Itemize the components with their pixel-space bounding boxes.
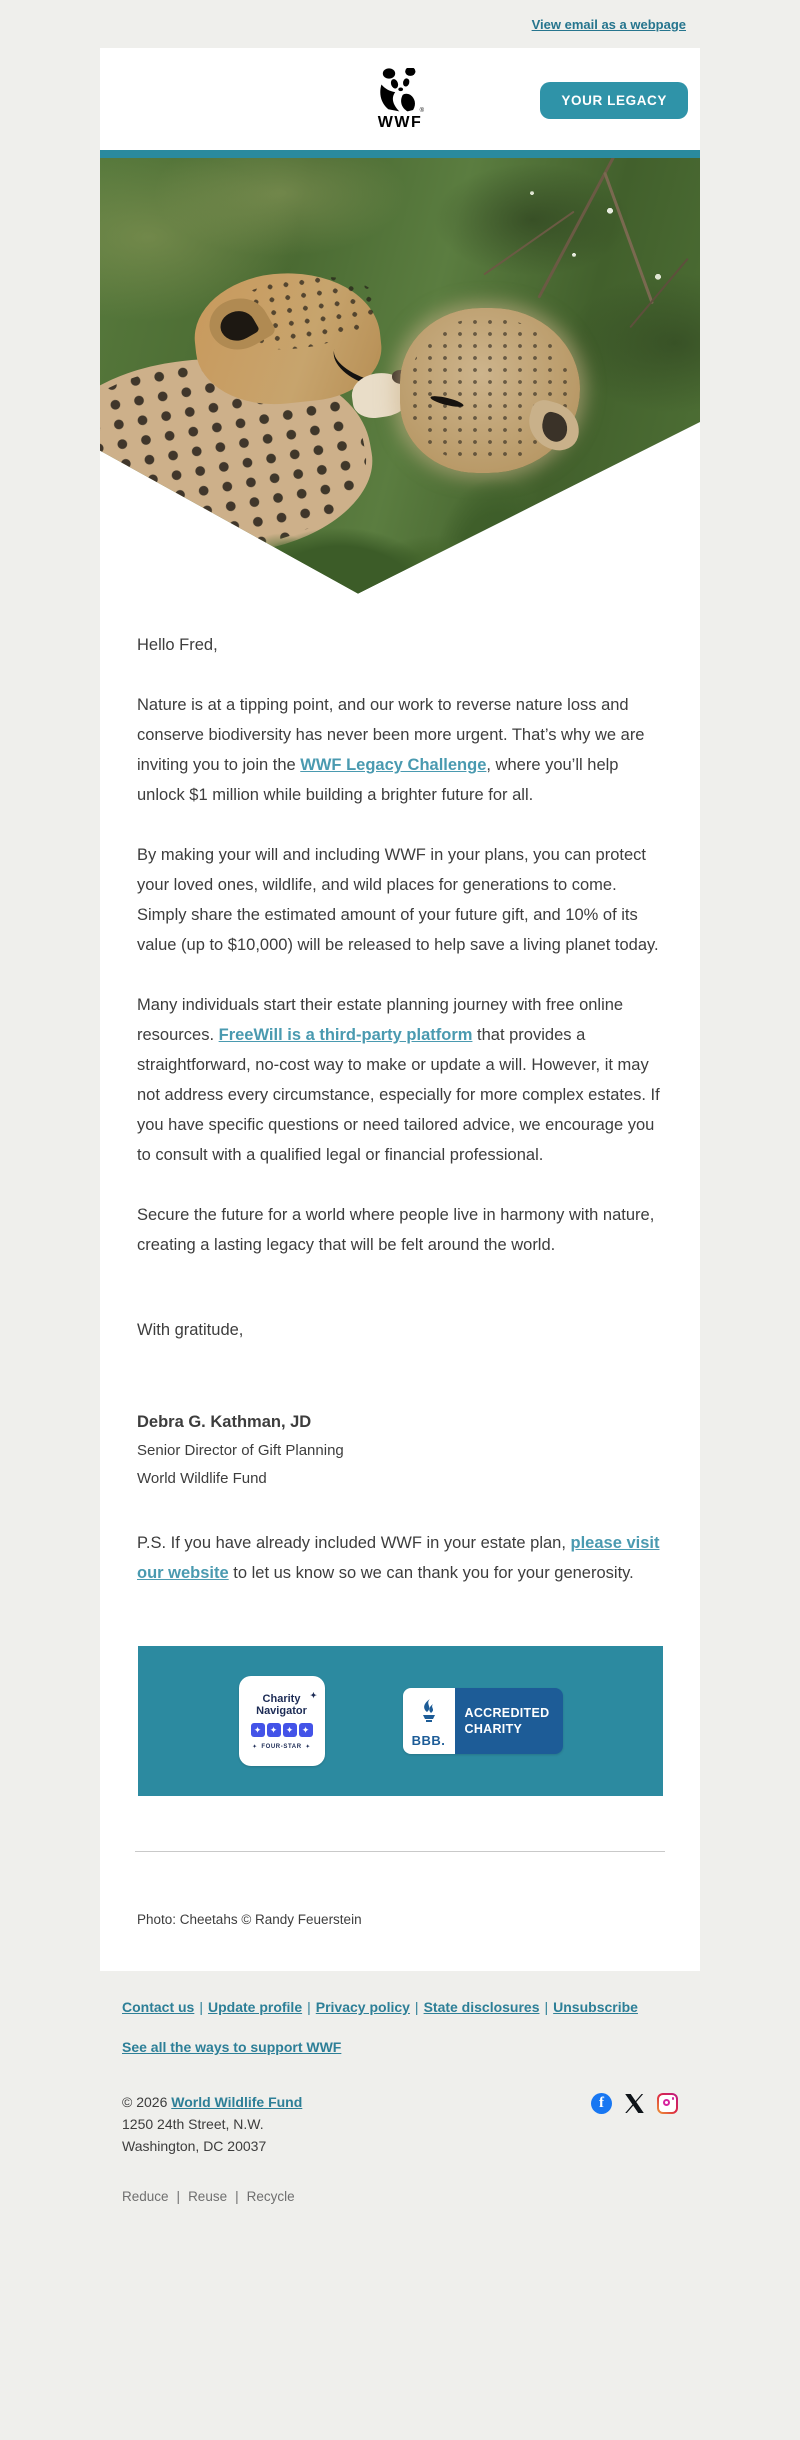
top-strip bbox=[0, 0, 800, 48]
charity-navigator-line2: Navigator bbox=[256, 1704, 307, 1717]
registered-mark: ® bbox=[419, 108, 424, 114]
paragraph-text: to let us know so we can thank you for your generosity. bbox=[228, 1564, 634, 1582]
sparkle-icon: ✦ bbox=[305, 1743, 311, 1750]
separator: | bbox=[235, 2189, 239, 2204]
four-star-rating bbox=[251, 1723, 313, 1737]
facebook-icon[interactable] bbox=[591, 2093, 612, 2114]
recycle-label: Recycle bbox=[246, 2189, 295, 2204]
wwf-legacy-challenge-link[interactable]: WWF Legacy Challenge bbox=[300, 756, 487, 774]
paragraph-text: that provides a straightforward, no-cost way to make or update a will. However, it may not address every circumstance, especially for more complex estates. If you have specific questions or need tailored advice, we encourage you to consult with a qualified legal or financial professional. bbox=[137, 1026, 660, 1164]
copyright-block bbox=[122, 2091, 302, 2157]
charity-navigator-line1: Charity bbox=[262, 1692, 301, 1705]
bbb-logo bbox=[403, 1688, 455, 1754]
paragraph-4: Secure the future for a world where people live in harmony with nature, creating a lasting legacy that will be felt around the world. bbox=[137, 1206, 655, 1254]
your-legacy-button[interactable]: YOUR LEGACY bbox=[540, 82, 688, 119]
world-wildlife-fund-link[interactable]: World Wildlife Fund bbox=[171, 2094, 303, 2110]
update-profile-link[interactable]: Update profile bbox=[207, 1999, 303, 2015]
view-as-webpage-link[interactable]: View email as a webpage bbox=[531, 16, 686, 32]
email-card bbox=[100, 48, 700, 1971]
star-icon: ✦ bbox=[299, 1723, 313, 1737]
social-icons bbox=[591, 2093, 678, 2114]
address-line-2: Washington, DC 20037 bbox=[122, 2138, 267, 2154]
contact-us-link[interactable]: Contact us bbox=[122, 1999, 195, 2015]
separator: | bbox=[544, 1999, 549, 2015]
copyright-prefix: © 2026 bbox=[122, 2094, 172, 2110]
accredited-text: ACCREDITED bbox=[464, 1706, 550, 1720]
support-wwf-link[interactable]: See all the ways to support WWF bbox=[122, 2039, 342, 2055]
paragraph-1 bbox=[137, 690, 663, 810]
footer-links bbox=[122, 1997, 700, 2017]
freewill-link[interactable]: FreeWill is a third-party platform bbox=[218, 1026, 473, 1044]
hero-image bbox=[100, 158, 700, 598]
paragraph-text: Nature is at a tipping point, and our work to reverse nature loss and conserve biodiversity has never been more urgent. That’s why we are inviting you to join the bbox=[137, 696, 645, 774]
facebook-f: f bbox=[599, 2095, 604, 2111]
separator: | bbox=[176, 2189, 181, 2204]
torch-icon bbox=[417, 1699, 441, 1734]
copyright-line bbox=[122, 2091, 302, 2113]
accredited-charity-label bbox=[455, 1688, 563, 1754]
foreground-grass bbox=[100, 158, 700, 598]
postscript bbox=[137, 1528, 663, 1588]
header bbox=[100, 48, 700, 150]
trust-banner bbox=[138, 1646, 663, 1796]
charity-text: CHARITY bbox=[464, 1722, 523, 1736]
paragraph-text: Many individuals start their estate planning journey with free online resources. bbox=[137, 996, 624, 1044]
closing: With gratitude, bbox=[137, 1321, 244, 1339]
instagram-flash-dot bbox=[672, 2097, 675, 2100]
bbb-accredited-badge[interactable] bbox=[403, 1688, 563, 1754]
accent-bar bbox=[100, 150, 700, 158]
paragraph-text: P.S. If you have already included WWF in your estate plan, bbox=[137, 1534, 571, 1552]
address-line-1: 1250 24th Street, N.W. bbox=[122, 2116, 264, 2132]
separator: | bbox=[307, 1999, 311, 2015]
footer bbox=[100, 1971, 700, 2204]
sparkle-icon: ✦ bbox=[252, 1743, 258, 1750]
four-star-label bbox=[253, 1744, 311, 1750]
bbb-text: BBB. bbox=[411, 1733, 446, 1748]
star-icon: ✦ bbox=[251, 1723, 265, 1737]
paragraph-2: By making your will and including WWF in your plans, you can protect your loved ones, wildlife, and wild places for generations to come. Simply share the estimated amount of your future gift, and 10% of its value (up to $10,000) will be released to help save a living planet today. bbox=[137, 846, 659, 954]
signature-name: Debra G. Kathman, JD bbox=[137, 1413, 312, 1431]
x-twitter-icon[interactable] bbox=[624, 2093, 645, 2114]
reduce-label: Reduce bbox=[122, 2189, 169, 2204]
divider bbox=[135, 1851, 665, 1852]
four-star-text: FOUR-STAR bbox=[261, 1743, 302, 1750]
instagram-icon[interactable] bbox=[657, 2093, 678, 2114]
panda-icon bbox=[370, 68, 430, 112]
letter-body bbox=[100, 598, 700, 1588]
photo-credit: Photo: Cheetahs © Randy Feuerstein bbox=[137, 1912, 362, 1927]
star-icon: ✦ bbox=[267, 1723, 281, 1737]
instagram-camera bbox=[659, 2095, 676, 2112]
paragraph-3 bbox=[137, 990, 663, 1170]
signature-org: World Wildlife Fund bbox=[137, 1470, 267, 1487]
separator: | bbox=[199, 1999, 203, 2015]
greeting: Hello Fred, bbox=[137, 636, 218, 654]
privacy-policy-link[interactable]: Privacy policy bbox=[315, 1999, 410, 2015]
paragraph-text: , where you’ll help unlock $1 million while building a brighter future for all. bbox=[137, 756, 619, 804]
instagram-lens bbox=[663, 2099, 670, 2106]
visit-website-link[interactable]: please visit our website bbox=[137, 1534, 660, 1582]
copyright-row bbox=[122, 2091, 700, 2157]
charity-navigator-badge[interactable] bbox=[239, 1676, 325, 1766]
signature-block bbox=[137, 1407, 663, 1493]
sparkle-icon: ✦ bbox=[310, 1690, 317, 1700]
star-icon: ✦ bbox=[283, 1723, 297, 1737]
wwf-logo bbox=[370, 68, 430, 132]
signature-title: Senior Director of Gift Planning bbox=[137, 1442, 344, 1459]
reuse-label: Reuse bbox=[188, 2189, 228, 2204]
support-wwf-row bbox=[122, 2039, 700, 2055]
wwf-logo-text: WWF bbox=[377, 114, 423, 131]
eco-row bbox=[122, 2189, 700, 2204]
charity-navigator-title bbox=[256, 1690, 317, 1717]
separator: | bbox=[414, 1999, 419, 2015]
state-disclosures-link[interactable]: State disclosures bbox=[423, 1999, 540, 2015]
unsubscribe-link[interactable]: Unsubscribe bbox=[553, 1999, 638, 2015]
